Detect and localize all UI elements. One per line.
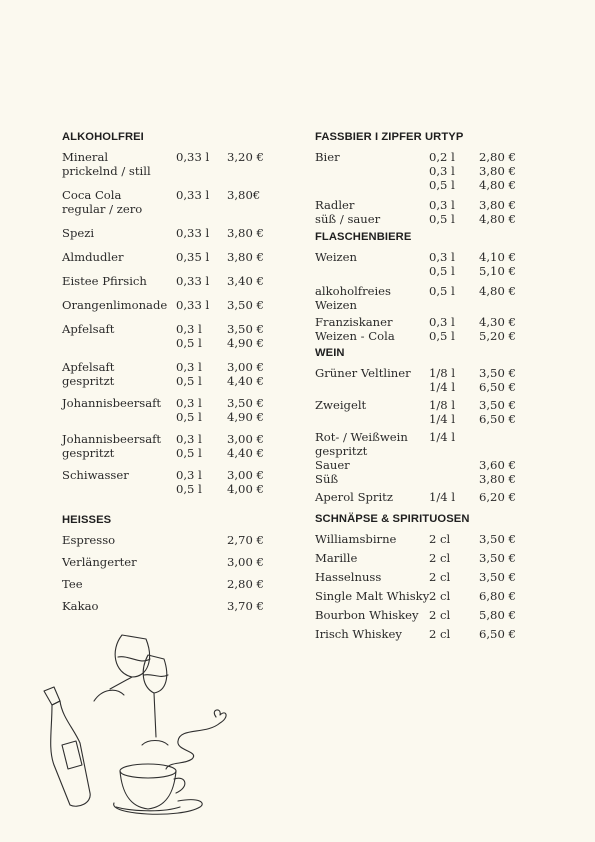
section-wein xyxy=(315,347,525,504)
menu-item xyxy=(315,430,525,486)
item-name xyxy=(315,532,396,546)
item-price-line: 5,10 € xyxy=(479,264,516,278)
item-name xyxy=(315,627,402,641)
item-size-line: 0,33 l xyxy=(176,274,210,288)
section-fassbier xyxy=(315,131,525,226)
item-name-line: Irisch Whiskey xyxy=(315,627,402,641)
item-price-line xyxy=(479,444,516,458)
menu-item xyxy=(315,627,525,641)
item-name xyxy=(62,322,114,336)
item-price-line: 4,80 € xyxy=(479,212,516,226)
item-price xyxy=(227,298,264,312)
item-price-line xyxy=(479,430,516,444)
item-price xyxy=(227,360,264,388)
item-price-line: 3,50 € xyxy=(227,298,264,312)
menu-item xyxy=(62,468,272,496)
item-price xyxy=(227,599,264,613)
item-price-line: 3,50 € xyxy=(479,570,516,584)
section-flaschenbiere xyxy=(315,231,525,343)
item-name xyxy=(62,533,115,547)
item-size xyxy=(176,322,202,350)
menu-item xyxy=(315,250,525,278)
menu-item xyxy=(315,398,525,426)
item-name-line: Mineral xyxy=(62,150,109,164)
item-price-line: 4,80 € xyxy=(479,178,516,192)
item-price-line: 6,80 € xyxy=(479,589,516,603)
item-size xyxy=(429,315,455,343)
section-alkoholfrei xyxy=(62,131,272,496)
item-name-line: Espresso xyxy=(62,533,116,547)
item-price xyxy=(479,366,516,394)
item-size-line: 0,3 l xyxy=(429,250,455,264)
item-name xyxy=(62,396,161,410)
item-size xyxy=(176,188,209,202)
item-size xyxy=(176,396,202,424)
item-name-line: Weizen - Cola xyxy=(315,329,395,343)
wine-glasses-icon xyxy=(94,635,168,745)
item-size-line: 2 cl xyxy=(429,627,451,641)
item-price xyxy=(227,226,264,240)
item-price-line: 3,20 € xyxy=(227,150,264,164)
menu-item xyxy=(62,360,272,388)
menu-column-right xyxy=(315,131,525,641)
item-price xyxy=(479,250,516,278)
item-price-line: 3,00 € xyxy=(227,360,264,374)
item-size-line: 0,33 l xyxy=(176,188,210,202)
item-price-line: 3,50 € xyxy=(227,322,264,336)
item-size xyxy=(176,360,202,388)
item-name xyxy=(315,589,429,603)
item-size-line: 0,5 l xyxy=(429,329,455,343)
item-size xyxy=(176,298,209,312)
item-name-line: gespritzt xyxy=(315,444,368,458)
item-size-line: 0,3 l xyxy=(176,360,202,374)
item-size-line: 2 cl xyxy=(429,532,451,546)
item-name xyxy=(315,490,393,504)
item-size-line: 0,33 l xyxy=(176,298,210,312)
item-price-line: 3,00 € xyxy=(227,468,264,482)
item-price-line: 2,70 € xyxy=(227,533,264,547)
item-price xyxy=(227,250,264,264)
item-price-line: 3,80 € xyxy=(227,226,264,240)
item-size-line: 0,5 l xyxy=(176,446,202,460)
item-price-line: 6,50 € xyxy=(479,412,516,426)
item-name-line: Grüner Veltliner xyxy=(315,366,411,380)
section-schnaepse xyxy=(315,513,525,641)
item-name xyxy=(62,188,142,216)
item-size-line: 0,5 l xyxy=(429,178,455,192)
menu-item xyxy=(315,551,525,565)
item-name-line: gespritzt xyxy=(62,446,115,460)
menu-item xyxy=(315,366,525,394)
item-size-line: 1/8 l xyxy=(429,366,456,380)
item-name xyxy=(62,298,167,312)
item-price-line: 4,40 € xyxy=(227,374,264,388)
item-size-line: 2 cl xyxy=(429,589,451,603)
item-name-line: Johannisbeersaft xyxy=(62,432,162,446)
item-size xyxy=(176,274,209,288)
item-size-line: 2 cl xyxy=(429,608,451,622)
item-size-line: 0,5 l xyxy=(429,212,455,226)
item-price-line: 3,80 € xyxy=(479,198,516,212)
item-size xyxy=(429,608,450,622)
item-price xyxy=(479,430,516,486)
item-size xyxy=(429,250,455,278)
item-size xyxy=(429,398,455,426)
item-name-line: Franziskaner xyxy=(315,315,393,329)
menu-item xyxy=(62,432,272,460)
item-price-line: 3,00 € xyxy=(227,555,264,569)
item-price-line: 3,80 € xyxy=(479,164,516,178)
item-size xyxy=(176,432,202,460)
item-size-line: 0,5 l xyxy=(176,410,202,424)
item-name xyxy=(62,468,129,482)
item-size-line: 0,5 l xyxy=(176,374,202,388)
item-size xyxy=(429,366,455,394)
item-size-line: 0,3 l xyxy=(176,396,202,410)
item-name-line: Kakao xyxy=(62,599,99,613)
section-title: WEIN xyxy=(315,347,345,359)
item-name xyxy=(62,360,114,388)
item-size-line: 0,3 l xyxy=(429,164,455,178)
item-price xyxy=(227,396,264,424)
menu-item xyxy=(62,250,272,264)
item-size xyxy=(429,490,455,504)
item-name-line: Hasselnuss xyxy=(315,570,382,584)
menu-item xyxy=(62,226,272,240)
menu-item xyxy=(315,284,525,312)
item-price-line: 3,50 € xyxy=(479,532,516,546)
item-price xyxy=(479,532,516,546)
item-name-line: Weizen xyxy=(315,298,357,312)
item-size xyxy=(429,551,450,565)
menu-column-left xyxy=(62,131,272,613)
item-name-line: süß / sauer xyxy=(315,212,381,226)
menu-item xyxy=(62,322,272,350)
item-name-line: Orangenlimonade xyxy=(62,298,168,312)
item-name-line: Apfelsaft xyxy=(62,360,115,374)
item-price xyxy=(227,322,264,350)
item-price-line: 3,00 € xyxy=(227,432,264,446)
item-name-line: Aperol Spritz xyxy=(315,490,393,504)
item-name-line: Williamsbirne xyxy=(315,532,397,546)
item-size-line: 0,2 l xyxy=(429,150,455,164)
item-size-line: 0,35 l xyxy=(176,250,210,264)
item-size-line: 2 cl xyxy=(429,551,451,565)
drinks-illustration xyxy=(30,625,235,825)
item-price xyxy=(227,432,264,460)
item-price xyxy=(479,150,516,192)
item-size-line: 0,5 l xyxy=(176,336,202,350)
item-price xyxy=(479,198,516,226)
item-price xyxy=(479,608,516,622)
item-price-line: 3,80€ xyxy=(227,188,261,202)
item-name-line: Single Malt Whisky xyxy=(315,589,430,603)
section-title: HEISSES xyxy=(62,514,112,526)
item-name-line: Johannisbeersaft xyxy=(62,396,162,410)
section-heisses xyxy=(62,514,272,613)
item-name-line: Sauer xyxy=(315,458,350,472)
item-price-line: 5,80 € xyxy=(479,608,516,622)
menu-item xyxy=(62,599,272,613)
item-price-line: 3,50 € xyxy=(227,396,264,410)
item-price xyxy=(227,150,264,164)
item-size xyxy=(429,589,450,603)
item-name xyxy=(62,599,99,613)
item-price xyxy=(479,627,516,641)
item-price xyxy=(227,274,264,288)
item-name xyxy=(315,250,357,264)
item-size-line: 0,3 l xyxy=(176,432,202,446)
item-name xyxy=(315,366,411,380)
menu-item xyxy=(62,188,272,216)
item-name xyxy=(62,274,147,288)
item-size xyxy=(429,150,455,192)
item-size xyxy=(429,430,455,444)
item-price-line: 5,20 € xyxy=(479,329,516,343)
menu-item xyxy=(62,298,272,312)
item-name-line: Apfelsaft xyxy=(62,322,115,336)
item-size-line: 0,3 l xyxy=(429,198,455,212)
item-name-line: Bier xyxy=(315,150,340,164)
item-name xyxy=(315,608,419,622)
heart-steam-icon xyxy=(166,710,226,769)
item-price-line: 3,50 € xyxy=(479,366,516,380)
item-size-line: 0,3 l xyxy=(176,468,202,482)
item-price-line: 4,90 € xyxy=(227,336,264,350)
menu-item xyxy=(315,490,525,504)
item-price-line: 4,40 € xyxy=(227,446,264,460)
item-price xyxy=(479,490,516,504)
item-price-line: 3,70 € xyxy=(227,599,264,613)
item-size xyxy=(176,150,209,164)
item-price xyxy=(479,551,516,565)
item-price xyxy=(479,398,516,426)
item-size-line: 1/8 l xyxy=(429,398,456,412)
item-price-line: 3,50 € xyxy=(479,551,516,565)
item-price xyxy=(479,315,516,343)
item-size xyxy=(176,250,209,264)
item-name-line: prickelnd / still xyxy=(62,164,151,178)
item-size-line: 1/4 l xyxy=(429,430,456,444)
item-name-line: Spezi xyxy=(62,226,95,240)
item-price-line: 3,40 € xyxy=(227,274,264,288)
item-name-line: Bourbon Whiskey xyxy=(315,608,419,622)
item-size-line: 0,33 l xyxy=(176,150,210,164)
menu-item xyxy=(315,198,525,226)
item-size xyxy=(176,226,209,240)
item-name-line: Rot- / Weißwein xyxy=(315,430,408,444)
item-size-line: 0,3 l xyxy=(429,315,455,329)
menu-item xyxy=(62,150,272,178)
section-title: ALKOHOLFREI xyxy=(62,131,144,143)
item-name xyxy=(62,250,124,264)
item-size-line: 0,3 l xyxy=(176,322,202,336)
item-price-line: 3,60 € xyxy=(479,458,516,472)
item-price-line: 2,80 € xyxy=(479,150,516,164)
section-title: SCHNÄPSE & SPIRITUOSEN xyxy=(315,513,470,525)
item-price-line: 3,50 € xyxy=(479,398,516,412)
item-name xyxy=(315,570,381,584)
item-price-line: 4,90 € xyxy=(227,410,264,424)
item-name-line: alkoholfreies xyxy=(315,284,391,298)
item-price-line: 4,10 € xyxy=(479,250,516,264)
item-size xyxy=(429,570,450,584)
item-name xyxy=(62,432,161,460)
item-name-line: regular / zero xyxy=(62,202,143,216)
menu-item xyxy=(62,274,272,288)
section-title: FASSBIER I ZIPFER URTYP xyxy=(315,131,464,143)
item-name-line: Eistee Pfirsich xyxy=(62,274,147,288)
menu-item xyxy=(62,577,272,591)
item-price xyxy=(227,533,264,547)
item-name-line: Radler xyxy=(315,198,355,212)
menu-item xyxy=(62,396,272,424)
item-name-line: gespritzt xyxy=(62,374,115,388)
item-name-line: Weizen xyxy=(315,250,357,264)
item-price-line: 2,80 € xyxy=(227,577,264,591)
item-price xyxy=(227,468,264,496)
item-size xyxy=(429,532,450,546)
item-name xyxy=(315,198,380,226)
item-price-line: 6,20 € xyxy=(479,490,516,504)
item-size-line: 0,5 l xyxy=(429,264,455,278)
item-name xyxy=(62,555,137,569)
item-name-line: Marille xyxy=(315,551,358,565)
item-name xyxy=(315,551,357,565)
item-price-line: 4,30 € xyxy=(479,315,516,329)
item-price-line: 4,80 € xyxy=(479,284,516,298)
item-size-line: 1/4 l xyxy=(429,490,456,504)
item-size xyxy=(429,284,455,298)
menu-item xyxy=(62,533,272,547)
item-name-line: Süß xyxy=(315,472,339,486)
item-size xyxy=(429,198,455,226)
item-price xyxy=(479,284,516,298)
item-name-line: Tee xyxy=(62,577,83,591)
item-price xyxy=(479,589,516,603)
item-name xyxy=(315,430,408,486)
item-size-line: 1/4 l xyxy=(429,412,456,426)
item-size-line: 0,5 l xyxy=(176,482,202,496)
menu-item xyxy=(315,150,525,192)
item-size xyxy=(176,468,202,496)
item-name xyxy=(62,150,151,178)
item-name xyxy=(315,315,395,343)
item-price-line: 6,50 € xyxy=(479,380,516,394)
menu-item xyxy=(315,570,525,584)
item-name-line: Zweigelt xyxy=(315,398,367,412)
item-price xyxy=(227,577,264,591)
item-price-line: 4,00 € xyxy=(227,482,264,496)
menu-item xyxy=(315,589,525,603)
item-size-line: 0,5 l xyxy=(429,284,455,298)
item-price xyxy=(479,570,516,584)
menu-item xyxy=(62,555,272,569)
item-name-line: Almdudler xyxy=(62,250,124,264)
item-name xyxy=(315,284,391,312)
item-name xyxy=(315,150,340,164)
item-price-line: 3,80 € xyxy=(227,250,264,264)
item-size-line: 1/4 l xyxy=(429,380,456,394)
item-price-line: 6,50 € xyxy=(479,627,516,641)
item-name xyxy=(62,226,94,240)
item-price-line: 3,80 € xyxy=(479,472,516,486)
item-name-line: Verlängerter xyxy=(62,555,137,569)
item-name-line: Schiwasser xyxy=(62,468,129,482)
menu-item xyxy=(315,532,525,546)
bottle-icon xyxy=(44,687,90,806)
menu-item xyxy=(315,608,525,622)
item-size xyxy=(429,627,450,641)
item-name-line: Coca Cola xyxy=(62,188,122,202)
item-size-line: 2 cl xyxy=(429,570,451,584)
item-price xyxy=(227,555,264,569)
coffee-cup-icon xyxy=(114,764,203,814)
item-size-line: 0,33 l xyxy=(176,226,210,240)
menu-item xyxy=(315,315,525,343)
item-price xyxy=(227,188,260,202)
item-name xyxy=(315,398,366,412)
item-name xyxy=(62,577,83,591)
section-title: FLASCHENBIERE xyxy=(315,231,412,243)
